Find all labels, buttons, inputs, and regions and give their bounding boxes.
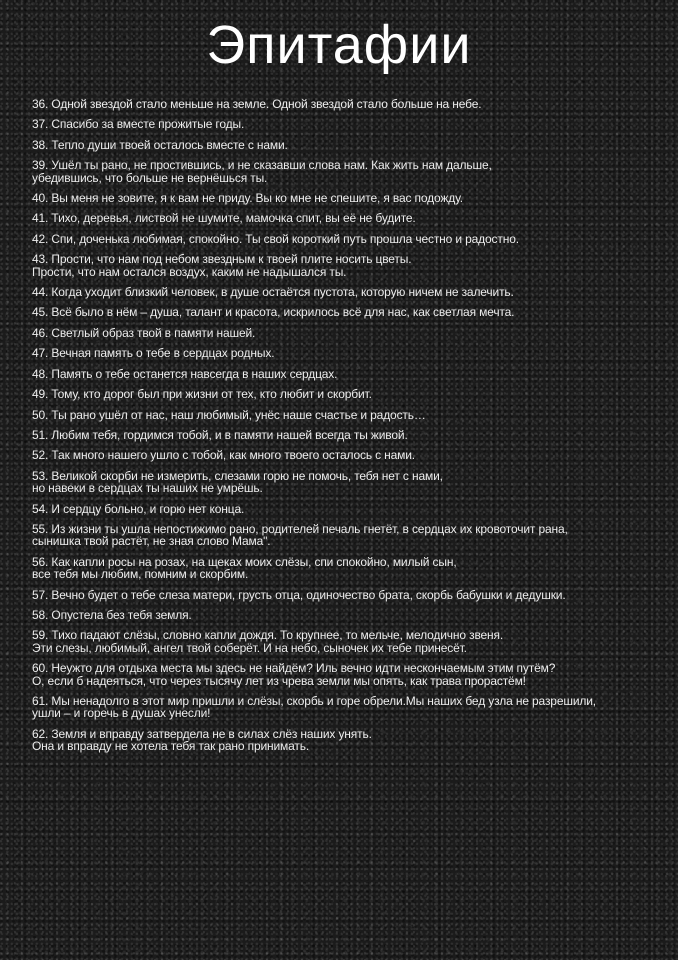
epitaph-line: 48. Память о тебе останется навсегда в наших сердцах. xyxy=(32,366,338,381)
epitaph-item xyxy=(32,327,672,339)
epitaph-line: 45. Всё было в нём – душа, талант и красота, искрилось всё для нас, как светлая мечта. xyxy=(32,305,515,320)
epitaph-line: 59. Тихо падают слёзы, словно капли дождя. То крупнее, то мельче, мелодично звеня. xyxy=(32,628,504,643)
epitaph-line: 53. Великой скорби не измерить, слезами горю не помочь, тебя нет с нами, xyxy=(32,468,443,483)
epitaph-line: 37. Спасибо за вместе прожитые годы. xyxy=(32,117,245,132)
epitaph-line: О, если б надеяться, что через тысячу лет из чрева земли мы опять, как трава прорастём! xyxy=(32,673,526,688)
epitaph-item xyxy=(32,98,672,110)
epitaph-item xyxy=(32,347,672,359)
epitaph-line: 62. Земля и вправду затвердела не в силах слёз наших унять. xyxy=(32,726,372,741)
epitaph-item xyxy=(32,139,672,151)
epitaph-line: 49. Тому, кто дорог был при жизни от тех, кто любит и скорбит. xyxy=(32,387,372,402)
epitaph-line: 47. Вечная память о тебе в сердцах родных. xyxy=(32,346,275,361)
epitaph-line: все тебя мы любим, помним и скорбим. xyxy=(32,567,249,582)
epitaph-line: 46. Светлый образ твой в памяти нашей. xyxy=(32,325,256,340)
epitaph-item xyxy=(32,662,672,687)
epitaph-item xyxy=(32,253,672,278)
epitaph-line: 51. Любим тебя, гордимся тобой, и в памяти нашей всегда ты живой. xyxy=(32,427,408,442)
epitaph-item xyxy=(32,212,672,224)
epitaph-item xyxy=(32,118,672,130)
epitaph-list xyxy=(32,98,672,761)
epitaph-item xyxy=(32,192,672,204)
epitaph-line: Прости, что нам остался воздух, каким не надышался ты. xyxy=(32,264,347,279)
epitaph-item xyxy=(32,503,672,515)
epitaph-item xyxy=(32,409,672,421)
page-title: Эпитафии xyxy=(206,15,472,75)
epitaph-line: но навеки в сердцах ты наших не умрёшь. xyxy=(32,481,263,496)
epitaph-item xyxy=(32,589,672,601)
epitaph-line: 43. Прости, что нам под небом звездным к твоей плите носить цветы. xyxy=(32,252,412,267)
epitaph-item xyxy=(32,306,672,318)
epitaph-line: Эти слезы, любимый, ангел твой соберёт. И на небо, сыночек их тебе принесёт. xyxy=(32,640,467,655)
epitaph-item xyxy=(32,233,672,245)
epitaph-item xyxy=(32,449,672,461)
epitaph-item xyxy=(32,388,672,400)
epitaph-item xyxy=(32,556,672,581)
epitaph-line: Она и вправду не хотела тебя так рано принимать. xyxy=(32,739,310,754)
epitaph-line: 60. Неужто для отдыха места мы здесь не найдём? Иль вечно идти нескончаемым этим путём? xyxy=(32,661,556,676)
epitaph-line: 56. Как капли росы на розах, на щеках моих слёзы, спи спокойно, милый сын, xyxy=(32,554,457,569)
epitaph-line: 61. Мы ненадолго в этот мир пришли и слёзы, скорбь и горе обрели.Мы наших бед узла не разрешили, xyxy=(32,694,596,708)
epitaph-item xyxy=(32,695,672,720)
epitaph-line: 38. Тепло души твоей осталось вместе с нами. xyxy=(32,137,288,152)
epitaph-item xyxy=(32,609,672,621)
epitaph-line: 54. И сердцу больно, и горю нет конца. xyxy=(32,501,245,516)
epitaph-line: сынишка твой растёт, не зная слово Мама". xyxy=(32,534,271,549)
epitaph-item xyxy=(32,523,672,548)
epitaph-item xyxy=(32,629,672,654)
epitaph-line: 58. Опустела без тебя земля. xyxy=(32,607,192,622)
epitaph-line: 40. Вы меня не зовите, я к вам не приду. Вы ко мне не спешите, я вас подожду. xyxy=(32,191,463,206)
epitaph-line: 50. Ты рано ушёл от нас, наш любимый, унёс наше счастье и радость… xyxy=(32,407,426,422)
epitaph-line: 39. Ушёл ты рано, не простившись, и не сказавши слова нам. Как жить нам дальше, xyxy=(32,158,492,173)
epitaph-line: 44. Когда уходит близкий человек, в душе остаётся пустота, которую ничем не залечить. xyxy=(32,285,514,300)
epitaph-line: 55. Из жизни ты ушла непостижимо рано, родителей печаль гнетёт, в сердцах их кровоточит рана, xyxy=(32,521,568,536)
epitaph-line: ушли – и горечь в душах унесли! xyxy=(32,706,211,721)
epitaph-line: 36. Одной звездой стало меньше на земле. Одной звездой стало больше на небе. xyxy=(32,97,482,111)
epitaph-item xyxy=(32,368,672,380)
epitaph-item xyxy=(32,728,672,753)
epitaph-item xyxy=(32,429,672,441)
epitaph-item xyxy=(32,470,672,495)
epitaph-line: 57. Вечно будет о тебе слеза матери, грусть отца, одиночество брата, скорбь бабушки и дедушки. xyxy=(32,587,566,602)
epitaph-line: 41. Тихо, деревья, листвой не шумите, мамочка спит, вы её не будите. xyxy=(32,211,416,226)
epitaph-item xyxy=(32,286,672,298)
epitaph-line: 42. Спи, доченька любимая, спокойно. Ты свой короткий путь прошла честно и радостно. xyxy=(32,231,519,246)
epitaph-line: 52. Так много нашего ушло с тобой, как много твоего осталось с нами. xyxy=(32,448,415,463)
epitaph-item xyxy=(32,159,672,184)
epitaph-line: убедившись, что больше не вернёшься ты. xyxy=(32,170,268,185)
